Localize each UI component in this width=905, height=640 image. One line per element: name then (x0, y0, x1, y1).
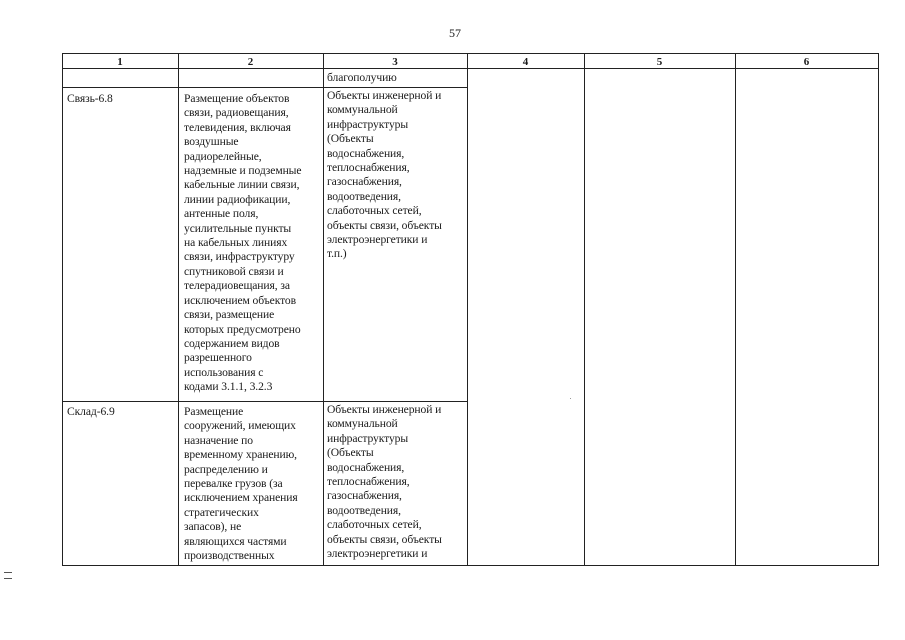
row-objects: Объекты инженерной и коммунальной инфраструктуры (Объекты водоснабжения, теплоснабжения, газоснабжения, водоотведения, слаботочных сетей, объекты связи, объекты электроэнергетики и (327, 403, 442, 561)
row-separator (62, 401, 467, 402)
row-description: Размещение сооружений, имеющих назначение по временному хранению, распределению и перевалке грузов (за исключением хранения стратегических запасов), не являющихся частями производственных (184, 405, 298, 563)
carryover-text: благополучию (327, 71, 397, 84)
table-top-border (62, 53, 878, 54)
row-description: Размещение объектов связи, радиовещания, телевидения, включая воздушные радиорелейные, надземные и подземные кабельные линии связи, линии радиофикации, антенные поля, усилительные пункты на кабельных линиях связи, инфраструктуру спутниковой связи и телерадиовещания, за исключением объектов связи, размещение которых предусмотрено содержанием видов разрешенного использования с кодами 3.1.1, 3.2.3 (184, 92, 302, 394)
header-col-1: 1 (117, 56, 123, 68)
header-col-2: 2 (247, 56, 254, 68)
column-border (62, 53, 63, 566)
scan-speck (570, 398, 571, 399)
row-objects: Объекты инженерной и коммунальной инфраструктуры (Объекты водоснабжения, теплоснабжения, газоснабжения, водоотведения, слаботочных сетей, объекты связи, объекты электроэнергетики и т.п.) (327, 89, 442, 261)
row-code: Связь-6.8 (67, 92, 113, 105)
row-code: Склад-6.9 (67, 405, 115, 418)
column-border (878, 53, 879, 566)
page-number: 57 (449, 26, 461, 40)
header-col-3: 3 (392, 56, 398, 68)
table-bottom-border (62, 565, 878, 566)
column-border (323, 53, 324, 566)
column-border (178, 53, 179, 566)
column-border (735, 53, 736, 566)
header-col-6: 6 (803, 56, 810, 68)
carryover-row-border (62, 87, 467, 88)
header-col-5: 5 (656, 56, 663, 68)
header-col-4: 4 (522, 56, 529, 68)
column-border (584, 53, 585, 566)
column-border (467, 53, 468, 566)
